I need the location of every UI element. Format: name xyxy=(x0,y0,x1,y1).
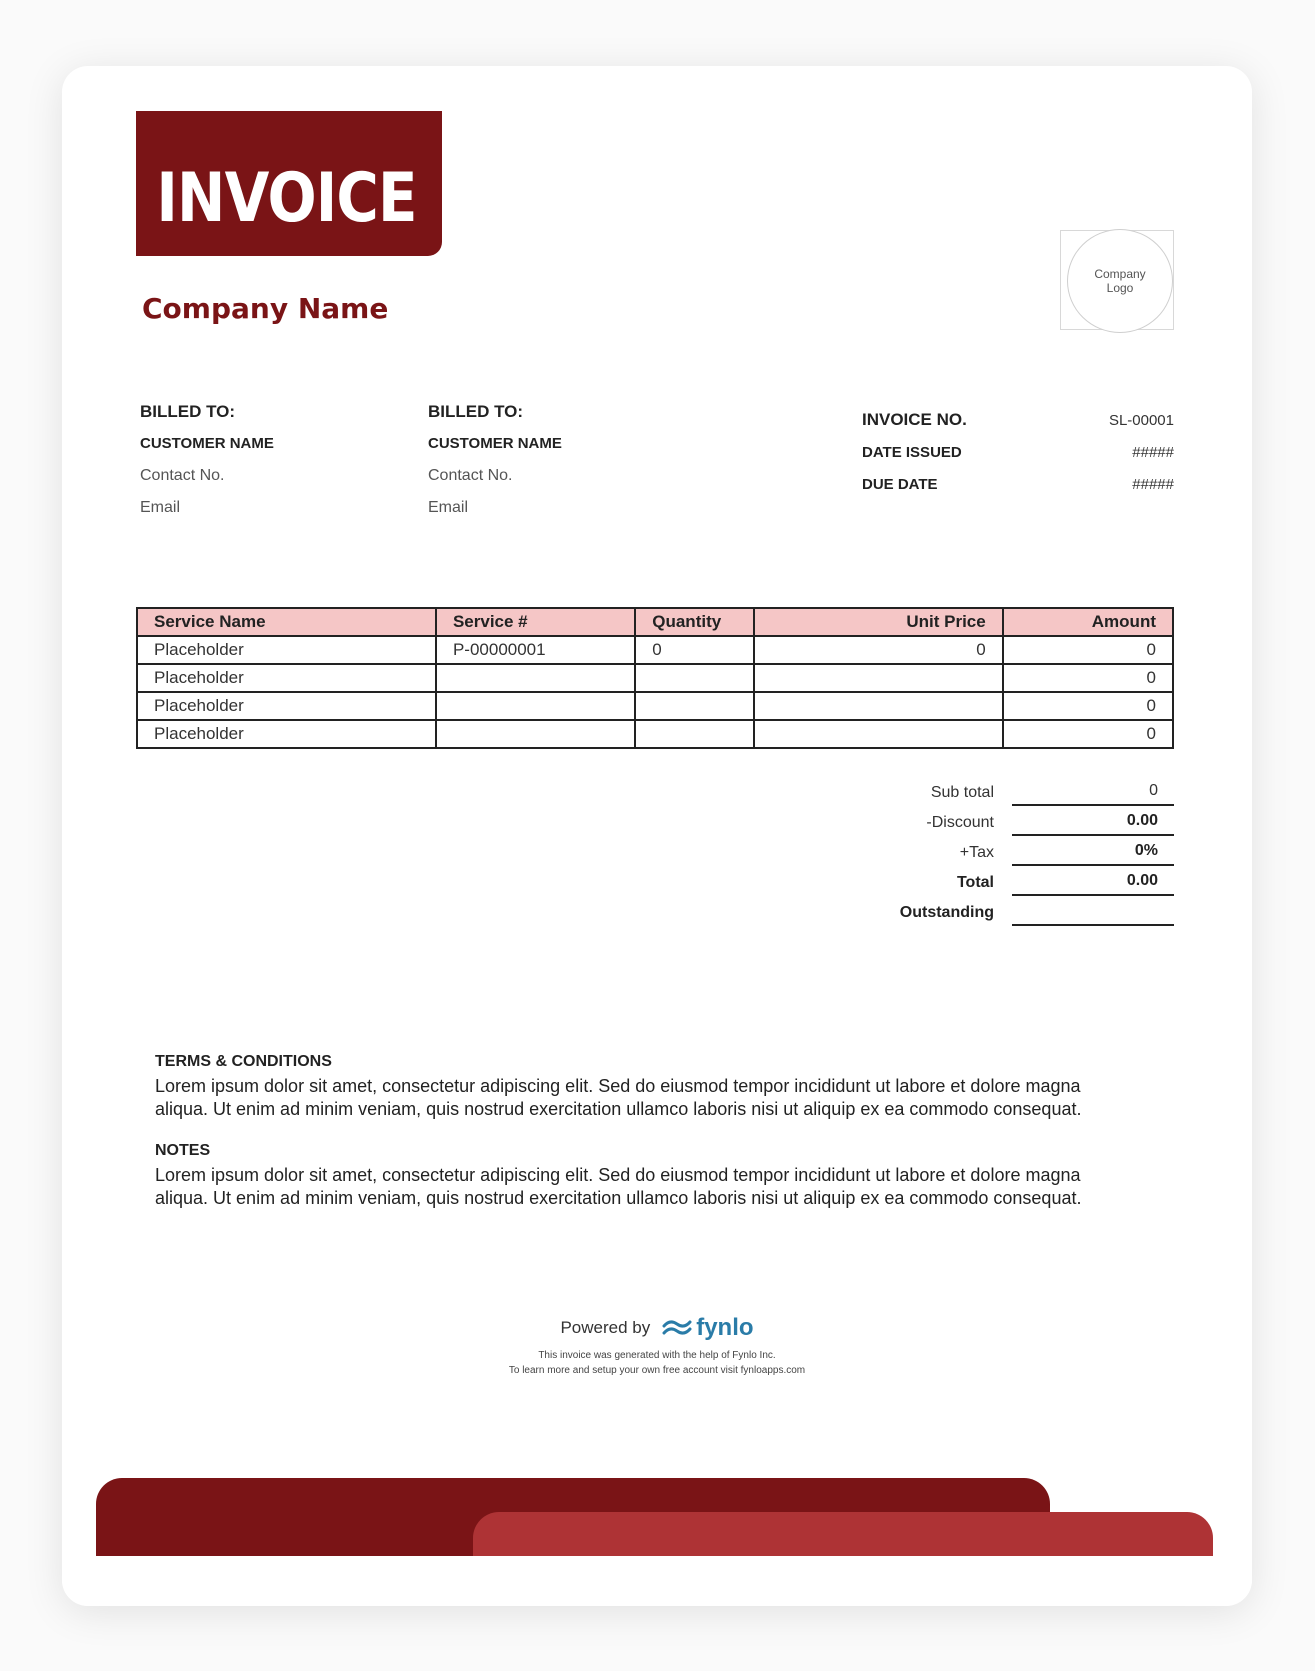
date-issued-label: DATE ISSUED xyxy=(862,443,962,461)
header-amount: Amount xyxy=(1003,608,1173,636)
due-date-row xyxy=(862,468,1174,500)
cell-amount: 0 xyxy=(1003,636,1173,664)
cell-amount: 0 xyxy=(1003,692,1173,720)
powered-by-label: Powered by xyxy=(560,1318,651,1337)
page-bottom-margin xyxy=(62,1556,1252,1606)
invoice-banner xyxy=(136,111,442,256)
cell-quantity: 0 xyxy=(635,636,753,664)
cell-unit-price: 0 xyxy=(754,636,1003,664)
terms-notes-section xyxy=(155,1050,1095,1228)
cell-amount: 0 xyxy=(1003,720,1173,748)
due-date-value: ##### xyxy=(1132,475,1174,493)
due-date-label: DUE DATE xyxy=(862,475,938,493)
services-table xyxy=(136,607,1174,749)
invoice-no-label: INVOICE NO. xyxy=(862,410,967,429)
customer-contact: Contact No. xyxy=(140,467,225,484)
date-issued-value: ##### xyxy=(1132,443,1174,461)
cell-service-name: Placeholder xyxy=(137,692,436,720)
subtotal-label: Sub total xyxy=(930,784,994,801)
customer-email: Email xyxy=(140,499,181,516)
outstanding-value xyxy=(1012,902,1174,926)
customer-name: CUSTOMER NAME xyxy=(428,435,562,452)
cell-service-number xyxy=(436,720,635,748)
fynlo-brand-text: fynlo xyxy=(696,1314,754,1341)
total-row xyxy=(822,866,1174,896)
footer-note xyxy=(62,1348,1252,1378)
subtotal-row xyxy=(822,776,1174,806)
cell-quantity xyxy=(635,664,753,692)
outstanding-label: Outstanding xyxy=(899,904,994,921)
subtotal-value: 0 xyxy=(1012,782,1174,806)
discount-value: 0.00 xyxy=(1012,812,1174,836)
table-row xyxy=(137,636,1173,664)
cell-service-name: Placeholder xyxy=(137,636,436,664)
cell-service-number xyxy=(436,692,635,720)
tax-value: 0% xyxy=(1012,842,1174,866)
customer-email: Email xyxy=(428,499,469,516)
discount-row xyxy=(822,806,1174,836)
customer-contact: Contact No. xyxy=(428,467,513,484)
powered-by xyxy=(560,1314,753,1342)
tax-row xyxy=(822,836,1174,866)
cell-service-number xyxy=(436,664,635,692)
cell-quantity xyxy=(635,720,753,748)
logo-text-line1: Company xyxy=(1094,267,1146,281)
invoice-no-row xyxy=(862,404,1174,436)
footer-line-2: To learn more and setup your own free account visit fynloapps.com xyxy=(508,1365,806,1376)
notes-text: Lorem ipsum dolor sit amet, consectetur adipiscing elit. Sed do eiusmod tempor incididunt ut labore et dolore magna aliqua. Ut enim ad minim veniam, quis nostrud exercitation ullamco laboris nisi ut aliquip ex ea commodo consequat. xyxy=(155,1165,1082,1208)
customer-name: CUSTOMER NAME xyxy=(140,435,274,452)
table-row xyxy=(137,720,1173,748)
cell-amount: 0 xyxy=(1003,664,1173,692)
discount-label: -Discount xyxy=(926,814,994,831)
footer-line-1: This invoice was generated with the help of Fynlo Inc. xyxy=(538,1350,776,1361)
billed-to-heading: BILLED TO: xyxy=(140,402,236,421)
date-issued-row xyxy=(862,436,1174,468)
header-unit-price: Unit Price xyxy=(754,608,1003,636)
tax-label: +Tax xyxy=(959,844,994,861)
totals-block xyxy=(822,776,1174,926)
invoice-no-value: SL-00001 xyxy=(1108,411,1174,429)
terms-heading: TERMS & CONDITIONS xyxy=(155,1053,332,1070)
table-row xyxy=(137,692,1173,720)
table-header-row xyxy=(137,608,1173,636)
company-name: Company Name xyxy=(142,292,389,325)
cell-unit-price xyxy=(754,692,1003,720)
cell-unit-price xyxy=(754,664,1003,692)
billed-to-heading: BILLED TO: xyxy=(428,402,524,421)
notes-heading: NOTES xyxy=(155,1142,211,1159)
table-row xyxy=(137,664,1173,692)
cell-unit-price xyxy=(754,720,1003,748)
invoice-meta xyxy=(862,404,1174,500)
fynlo-wave-icon xyxy=(662,1317,692,1339)
terms-text: Lorem ipsum dolor sit amet, consectetur adipiscing elit. Sed do eiusmod tempor incididunt ut labore et dolore magna aliqua. Ut enim ad minim veniam, quis nostrud exercitation ullamco laboris nisi ut aliquip ex ea commodo consequat. xyxy=(155,1076,1082,1119)
header-service-number: Service # xyxy=(436,608,635,636)
invoice-page xyxy=(62,66,1252,1606)
company-logo-placeholder xyxy=(1060,230,1174,330)
header-service-name: Service Name xyxy=(137,608,436,636)
invoice-title: INVOICE xyxy=(156,159,417,238)
footer xyxy=(62,1314,1252,1378)
cell-service-name: Placeholder xyxy=(137,720,436,748)
total-label: Total xyxy=(956,874,994,891)
fynlo-logo[interactable] xyxy=(662,1314,753,1342)
total-value: 0.00 xyxy=(1012,872,1174,896)
header-quantity: Quantity xyxy=(635,608,753,636)
cell-service-name: Placeholder xyxy=(137,664,436,692)
billed-to-block-1 xyxy=(140,402,274,531)
cell-quantity xyxy=(635,692,753,720)
outstanding-row xyxy=(822,896,1174,926)
cell-service-number: P-00000001 xyxy=(436,636,635,664)
billed-to-block-2 xyxy=(428,402,562,531)
logo-circle xyxy=(1067,229,1173,333)
logo-text-line2: Logo xyxy=(1106,281,1134,295)
